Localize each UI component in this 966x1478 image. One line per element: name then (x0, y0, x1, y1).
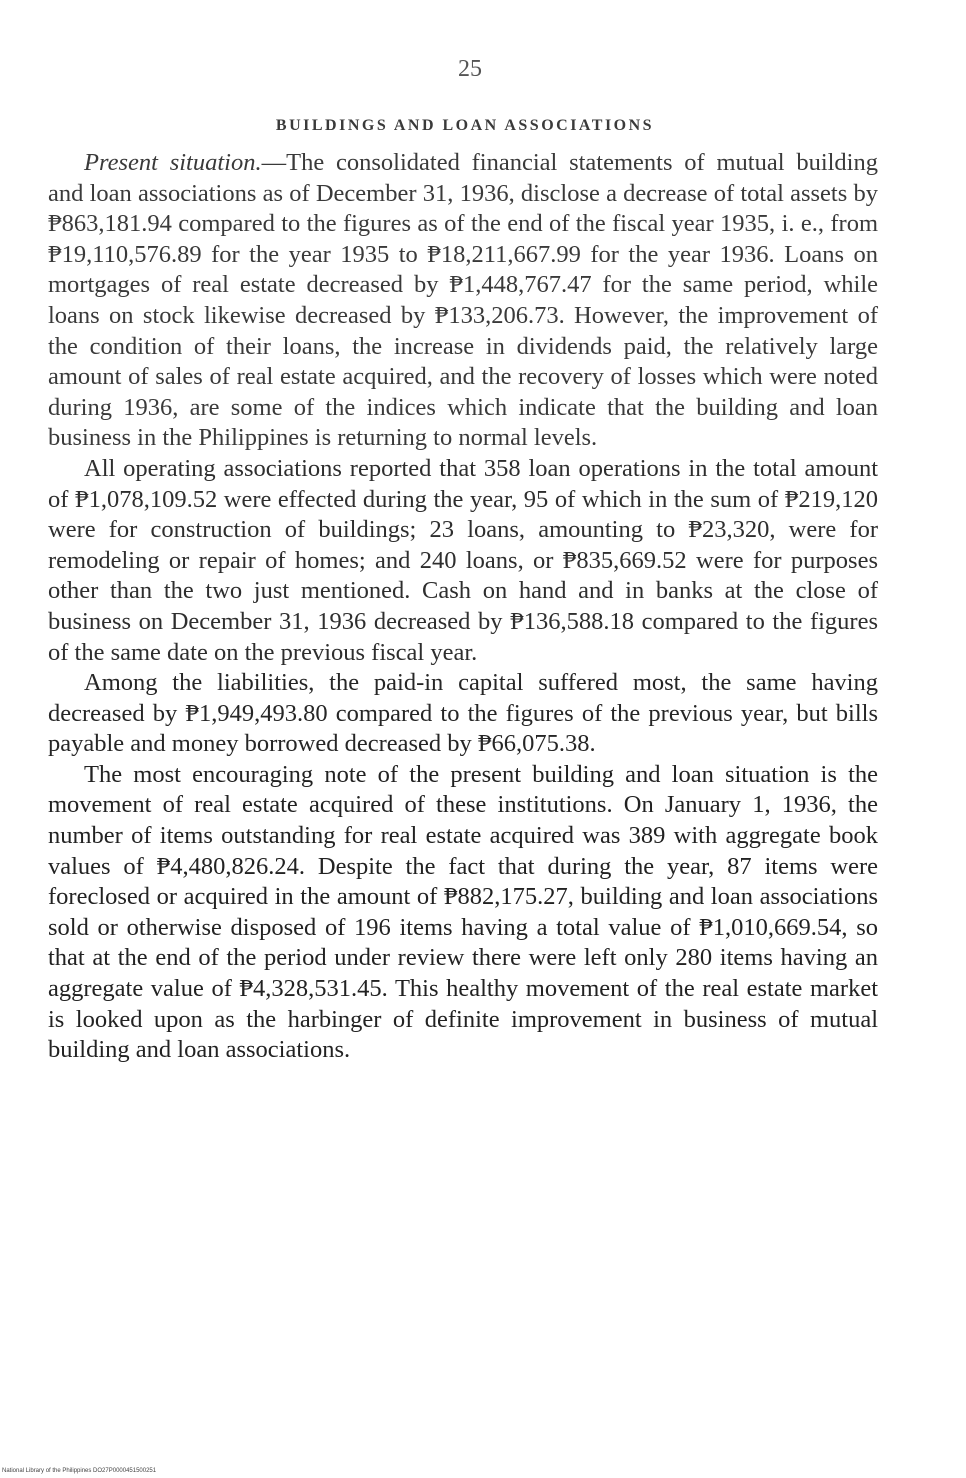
paragraph-real-estate: The most encouraging note of the present building and loan situation is the movement of real estate acquired of these institutions. On January 1, 1936, the number of items outstanding for real estate acquired was 389 with aggregate book values of ₱4,480,826.24. Despite the fact that during the year, 87 items were foreclosed or acquired in the amount of ₱882,175.27, building and loan associations sold or otherwise disposed of 196 items having a total value of ₱1,010,669.54, so that at the end of the period under review there were left only 280 items having an aggregate value of ₱4,328,531.45. This healthy movement of the real estate market is looked upon as the harbinger of definite improvement in business of mutual building and loan associations. (48, 760, 878, 1064)
footer-credit: National Library of the Philippines DO27P0000451500251 (2, 1468, 157, 1474)
body-text (48, 148, 878, 1066)
paragraph-loan-operations: All operating associations reported that 358 loan operations in the total amount of ₱1,078,109.52 were effected during the year, 95 of which in the sum of ₱219,120 were for construction of buildings; 23 loans, amounting to ₱23,320, were for remodeling or repair of homes; and 240 loans, or ₱835,669.52 were for purposes other than the two just mentioned. Cash on hand and in banks at the close of business on December 31, 1936 decreased by ₱136,588.18 compared to the figures of the same date on the previous fiscal year. (48, 454, 878, 666)
page-number: 25 (458, 56, 482, 82)
section-heading: BUILDINGS AND LOAN ASSOCIATIONS (275, 117, 655, 134)
paragraph-present-situation (48, 148, 878, 454)
paragraph-text: —The consolidated financial statements of mutual building and loan associations as of December 31, 1936, disclose a decrease of total assets by ₱863,181.94 compared to the figures as of the end of the fiscal year 1935, i. e., from ₱19,110,576.89 for the year 1935 to ₱18,211,667.99 for the year 1936. Loans on mortgages of real estate decreased by ₱1,448,767.47 for the same period, while loans on stock likewise decreased by ₱133,206.73. However, the improvement of the condition of their loans, the increase in dividends paid, the relatively large amount of sales of real estate acquired, and the recovery of losses which were noted during 1936, are some of the indices which indicate that the building and loan business in the Philippines is returning to normal levels. (48, 149, 878, 452)
paragraph-liabilities: Among the liabilities, the paid-in capital suffered most, the same having decreased by ₱1,949,493.80 compared to the figures of the previous year, but bills payable and money borrowed decreased by ₱66,075.38. (48, 669, 878, 758)
paragraph-lead: Present situation. (84, 149, 262, 176)
